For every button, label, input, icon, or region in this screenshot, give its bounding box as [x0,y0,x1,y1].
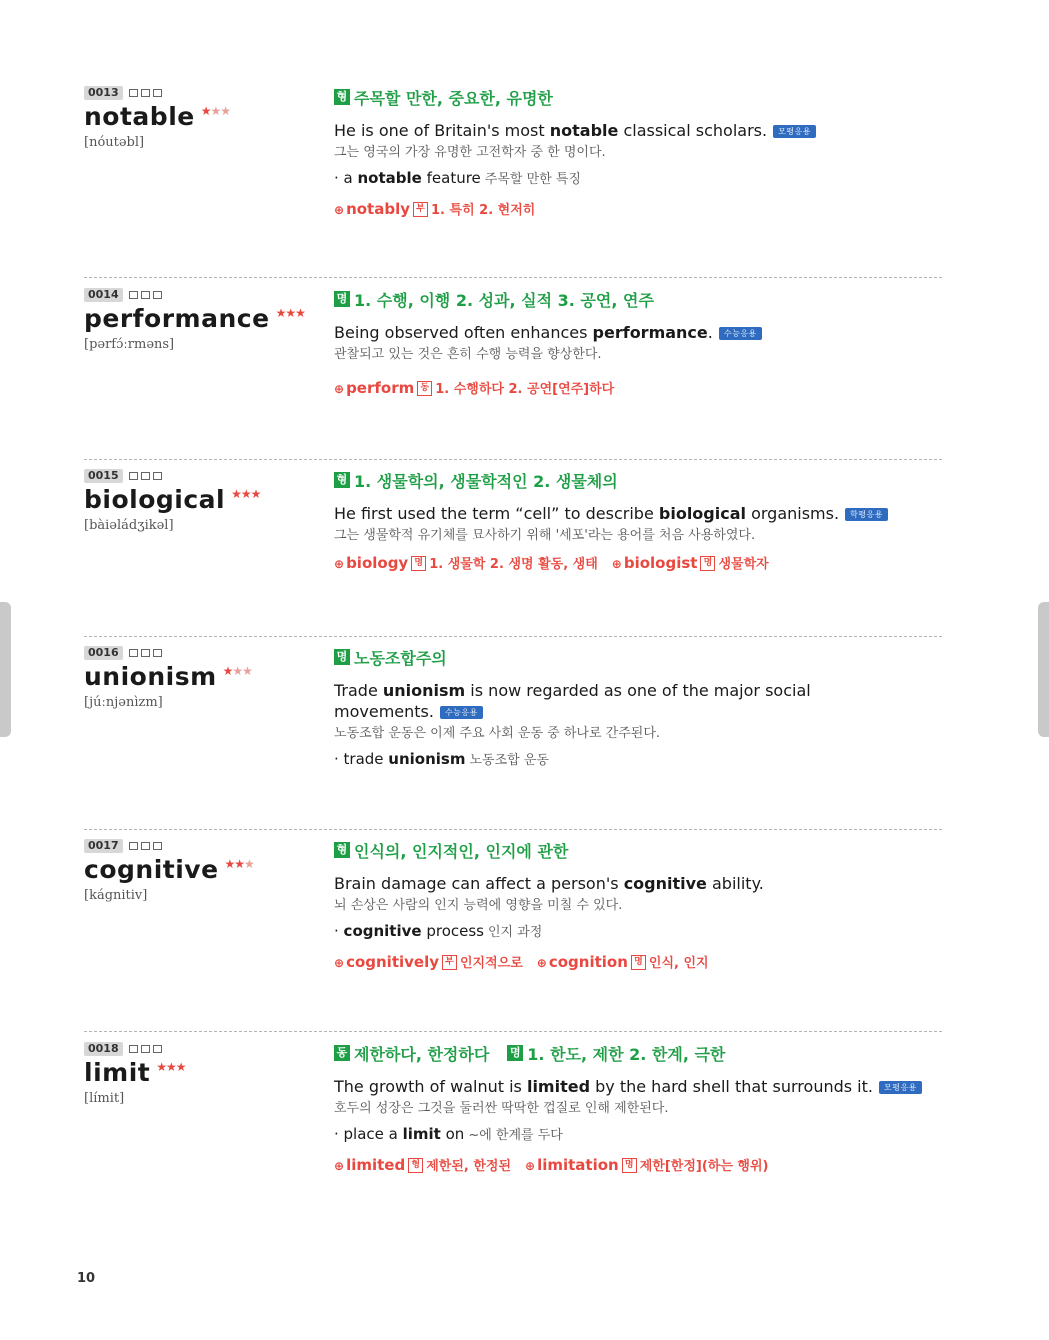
headword-block [84,646,324,710]
plus-icon: ⊕ [334,203,345,217]
headword-block [84,288,324,352]
meaning-text: 1. 한도, 제한 2. 한계, 극한 [527,1044,726,1064]
checkboxes[interactable] [129,472,162,480]
collocation: · trade unionism 노동조합 운동 [334,750,549,768]
translation: 관찰되고 있는 것은 흔히 수행 능력을 향상한다. [334,347,602,362]
meaning-text: 1. 생물학의, 생물학적인 2. 생물체의 [354,471,618,491]
example-sentence: Being observed often enhances performance. 수능응용 [334,322,934,343]
checkboxes[interactable] [129,291,162,299]
source-badge: 수능응용 [719,327,762,340]
derivative-meaning: 제한된, 한정된 [426,1159,512,1174]
derivative-word: limited [346,1156,406,1174]
derivative-meaning: 인식, 인지 [648,956,709,971]
plus-icon: ⊕ [334,557,345,571]
derivative-pos: 형 [408,1158,423,1173]
example-sentence: He is one of Britain's most notable classical scholars. 모평응용 [334,120,934,141]
example-sentence: Trade unionism is now regarded as one of the major social movements. 수능응용 [334,681,811,721]
pos-tag: 명 [334,649,350,665]
pos-tag: 형 [334,89,350,105]
source-badge: 모평응용 [879,1081,922,1094]
plus-icon: ⊕ [611,557,622,571]
source-badge: 수능응용 [440,706,483,719]
meaning-line [334,646,934,668]
derivative-pos: 부 [442,955,457,970]
divider [84,277,942,278]
derivative-meaning: 1. 수행하다 2. 공연[연주]하다 [435,382,615,397]
headword-block [84,469,324,533]
page-number: 10 [77,1271,96,1286]
entry-number: 0014 [84,288,123,302]
importance-stars: ★★★ [156,1060,186,1074]
checkboxes[interactable] [129,1045,162,1053]
importance-stars: ★★★ [231,487,261,501]
headword: notable [84,102,195,131]
pos-tag: 동 [334,1045,350,1061]
derivative-meaning: 1. 특히 2. 현저히 [431,203,536,218]
derivative-pos: 명 [411,556,426,571]
derivative-word: limitation [537,1156,619,1174]
meaning-line [334,86,934,108]
pos-tag: 형 [334,842,350,858]
headword-block [84,86,324,150]
derivative-pos: 동 [417,381,432,396]
translation: 뇌 손상은 사람의 인지 능력에 영향을 미칠 수 있다. [334,898,623,913]
collocation: · a notable feature 주목할 만한 특징 [334,169,581,187]
source-badge: 모평응용 [773,125,816,138]
pronunciation: [nóutəbl] [84,135,145,150]
importance-stars: ★★★ [200,104,230,118]
headword: limit [84,1058,151,1087]
plus-icon: ⊕ [334,956,345,970]
headword-block [84,839,324,903]
definition-block [334,1042,934,1177]
collocation: · place a limit on ~에 한계를 두다 [334,1125,563,1143]
headword-block [84,1042,324,1106]
translation: 노동조합 운동은 이제 주요 사회 운동 중 하나로 간주된다. [334,726,661,741]
divider [84,1031,942,1032]
source-badge: 학평응용 [845,508,888,521]
pronunciation: [júːnjənìzm] [84,695,163,710]
derivatives [334,1155,934,1177]
importance-stars: ★★★ [222,664,252,678]
entry-number: 0015 [84,469,123,483]
pronunciation: [pərfɔ́ːrməns] [84,337,175,352]
headword: cognitive [84,855,219,884]
pronunciation: [bàiəládʒikəl] [84,518,174,533]
plus-icon: ⊕ [525,1159,536,1173]
derivative-word: biology [346,554,409,572]
right-edge-tab [1038,602,1049,737]
pos-tag: 형 [334,472,350,488]
derivatives [334,378,934,400]
definition-block [334,288,934,400]
derivatives [334,553,934,575]
pos-tag: 명 [507,1045,523,1061]
collocation: · cognitive process 인지 과정 [334,922,543,940]
derivative-meaning: 생물학자 [718,557,769,572]
divider [84,459,942,460]
derivative-meaning: 제한[한정](하는 행위) [639,1159,769,1174]
example-sentence: Brain damage can affect a person's cognitive ability. [334,874,764,893]
pronunciation: [kágnitiv] [84,888,148,903]
meaning-line [334,1042,934,1064]
meaning-line [334,469,934,491]
plus-icon: ⊕ [536,956,547,970]
derivative-pos: 부 [413,202,428,217]
meaning-line [334,839,934,861]
meaning-text: 제한하다, 한정하다 [354,1044,490,1064]
derivative-meaning: 1. 생물학 2. 생명 활동, 생태 [429,557,598,572]
entry-number: 0013 [84,86,123,100]
checkboxes[interactable] [129,842,162,850]
derivative-pos: 명 [622,1158,637,1173]
entry-number: 0016 [84,646,123,660]
plus-icon: ⊕ [334,1159,345,1173]
example-sentence: The growth of walnut is limited by the hard shell that surrounds it. 모평응용 [334,1076,924,1097]
importance-stars: ★★★ [275,306,305,320]
meaning-text: 노동조합주의 [354,648,447,668]
derivative-word: biologist [623,554,698,572]
definition-block [334,469,934,575]
pronunciation: [límit] [84,1091,125,1106]
importance-stars: ★★★ [224,857,254,871]
meaning-line [334,288,934,310]
derivative-word: notably [346,200,410,218]
translation: 그는 영국의 가장 유명한 고전학자 중 한 명이다. [334,145,606,160]
entry-number: 0017 [84,839,123,853]
derivatives [334,199,934,221]
headword: performance [84,304,270,333]
meaning-text: 인식의, 인지적인, 인지에 관한 [354,841,569,861]
derivative-word: cognitively [346,953,439,971]
meaning-text: 1. 수행, 이행 2. 성과, 실적 3. 공연, 연주 [354,290,654,310]
entry-number: 0018 [84,1042,123,1056]
derivative-word: perform [346,379,415,397]
definition-block [334,839,934,974]
checkboxes[interactable] [129,649,162,657]
translation: 그는 생물학적 유기체를 묘사하기 위해 '세포'라는 용어를 처음 사용하였다. [334,528,756,543]
headword: biological [84,485,226,514]
divider [84,829,942,830]
derivatives [334,952,934,974]
plus-icon: ⊕ [334,382,345,396]
definition-block [334,86,934,221]
derivative-meaning: 인지적으로 [460,956,523,971]
derivative-pos: 명 [700,556,715,571]
example-sentence: He first used the term “cell” to describe biological organisms. 학평응용 [334,503,934,524]
derivative-word: cognition [548,953,628,971]
meaning-text: 주목할 만한, 중요한, 유명한 [354,88,553,108]
translation: 호두의 성장은 그것을 둘러싼 딱딱한 껍질로 인해 제한된다. [334,1101,669,1116]
divider [84,636,942,637]
derivative-pos: 명 [631,955,646,970]
left-edge-tab [0,602,11,737]
checkboxes[interactable] [129,89,162,97]
definition-block [334,646,934,770]
pos-tag: 명 [334,291,350,307]
headword: unionism [84,662,217,691]
